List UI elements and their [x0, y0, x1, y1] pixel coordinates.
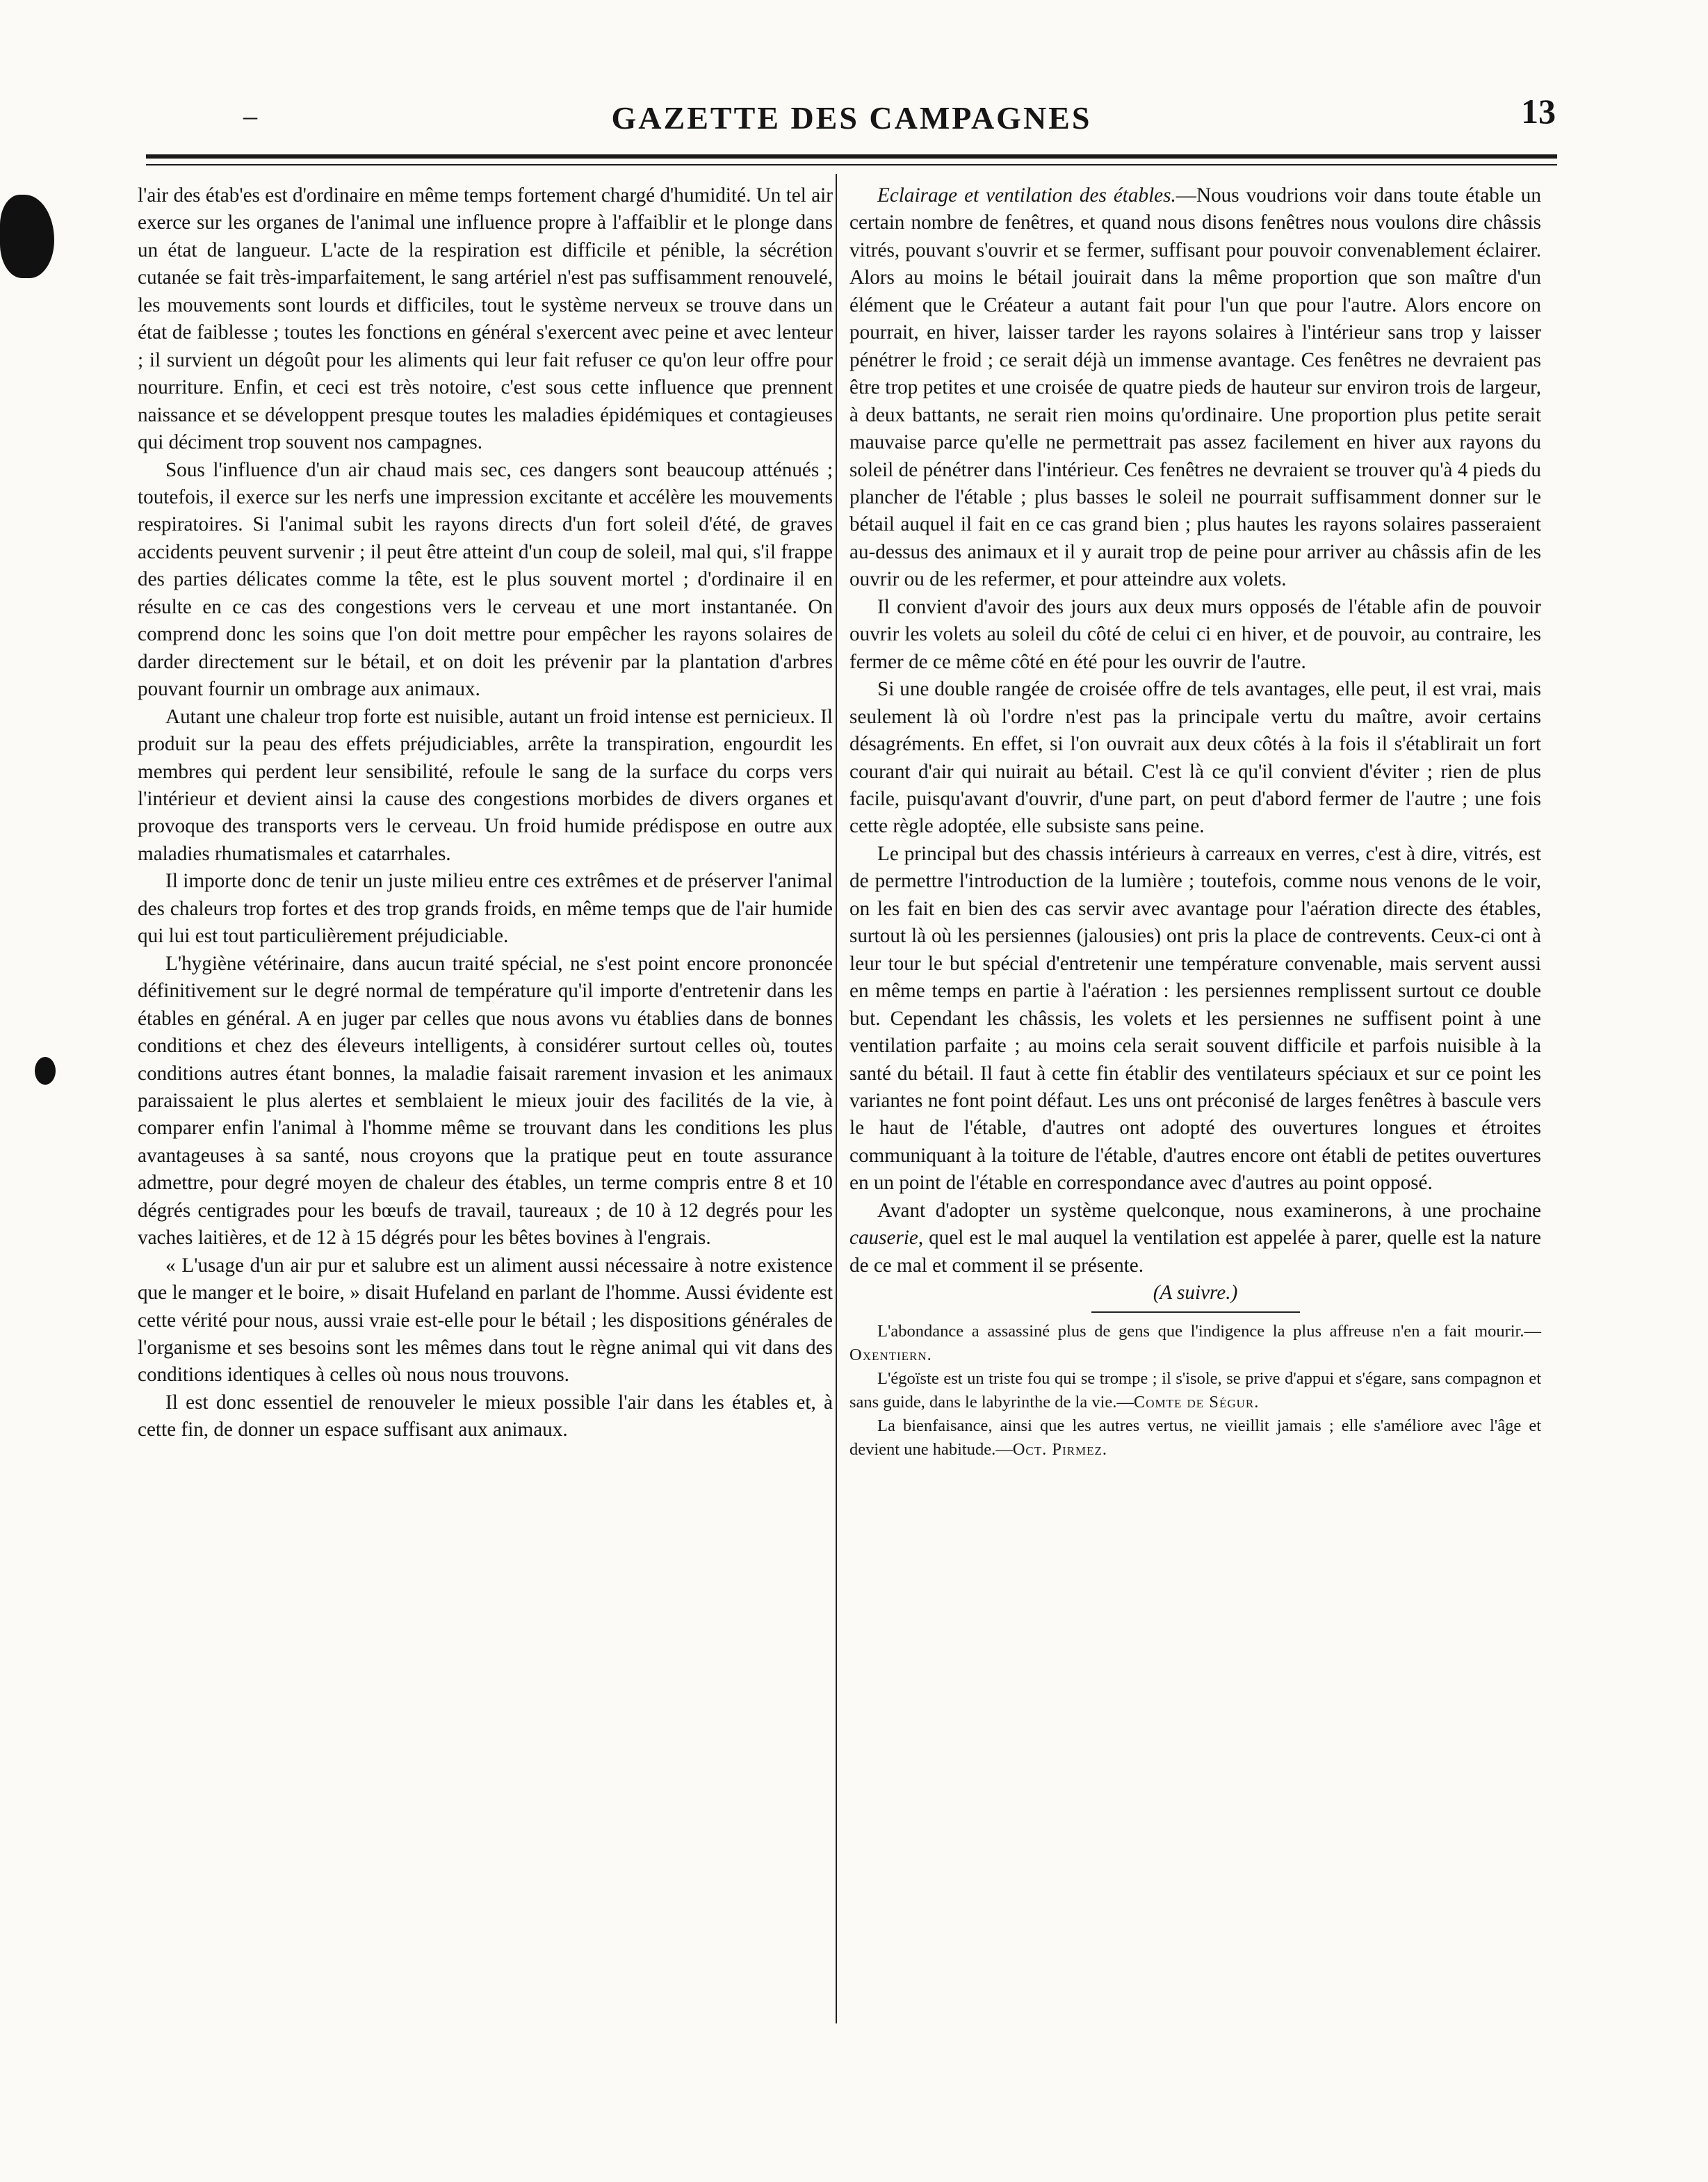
page-number: 13 [1521, 92, 1556, 131]
header-rule-thin [146, 164, 1557, 165]
closing-paragraph [849, 1197, 1541, 1279]
section-intro-paragraph [849, 182, 1541, 594]
section-title: Eclairage et ventilation des étables. [877, 184, 1176, 207]
section-intro-text: —Nous voudrions voir dans toute étable un certain nombre de fenêtres, et quand nous disons fenêtres nous voulons dire châssis vitrés, pouvant s'ouvrir et se fermer, suffisant pour pouvoir convenablement éclairer. Alors au moins le bétail jouirait dans la même proportion que son maître d'un élément que le Créateur a autant fait pour l'un que pour l'autre. Alors encore on pourrait, en hiver, laisser tarder les rayons solaires à l'intérieur sans trop y laisser pénétrer le froid ; ce serait déjà un immense avantage. Ces fenêtres ne devraient pas être trop petites et une croisée de quatre pieds de hauteur sur environ trois de largeur, à deux battants, ne serait rien moins qu'ordinaire. Une proportion plus petite serait mauvaise parce qu'elle ne permettrait pas assez facilement en hiver aux rayons du soleil de pénétrer dans l'intérieur. Ces fenêtres ne devraient se trouver qu'à 4 pieds du plancher de l'étable ; plus basses le soleil ne pourrait suffisamment donner sur le bétail auquel il fait en ce cas grand bien ; plus hautes les rayons solaires passeraient au-dessus des animaux et il y aurait trop de peine pour arriver au châssis afin de les ouvrir ou de les refermer, et pour atteindre aux volets. [849, 184, 1541, 591]
column-divider [836, 174, 837, 2023]
closing-text-end: , quel est le mal auquel la ventilation est appelée à parer, quelle est la nature de ce mal et comment il se présente. [849, 1227, 1541, 1277]
maxim-author: Comte de Ségur. [1133, 1392, 1260, 1412]
maxim-text: L'égoïste est un triste fou qui se trompe ; il s'isole, se prive d'appui et s'égare, sans compagnon et sans guide, dans le labyrinthe de la vie.— [849, 1368, 1541, 1412]
maxim-author: Oxentiern. [849, 1345, 932, 1364]
article-paragraph: L'hygiène vétérinaire, dans aucun traité spécial, ne s'est point encore prononcée définitivement sur le degré normal de température qu'il importe d'entretenir dans les étables en général. A en juger par celles que nous avons vu établies dans de bonnes conditions et chez des éleveurs intelligents, à considérer surtout celles où, toutes conditions autres étant bonnes, la maladie faisait rarement invasion et les animaux paraissaient le plus alertes et semblaient le mieux jouir des facilités de la vie, à comparer enfin l'animal à l'homme même se trouvant dans les conditions les plus avantageuses à sa santé, nous croyons que la pratique peut en toute assurance admettre, pour degré moyen de chaleur des étables, un terme compris entre 8 et 10 dégrés centigrades pour les bœufs de travail, taureaux ; de 10 à 12 degrés pour les vaches laitières, et de 12 à 15 dégrés pour les bêtes bovines à l'engrais. [138, 952, 833, 1250]
article-paragraph: Si une double rangée de croisée offre de tels avantages, elle peut, il est vrai, mais seulement là où l'ordre n'est pas la principale vertu du maître, avoir certains désagréments. En effet, si l'on ouvrait aux deux côtés à la fois il s'établirait un fort courant d'air qui nuirait au bétail. C'est là ce qu'il convient d'éviter ; rien de plus facile, puisqu'avant d'ouvrir, d'une part, on peut d'abord fermer de l'autre ; une fois cette règle adoptée, elle subsiste sans peine. [849, 678, 1541, 838]
maxim-text: L'abondance a assassiné plus de gens que l'indigence la plus affreuse n'en a fait mourir.— [877, 1321, 1541, 1341]
left-column [138, 182, 833, 1444]
closing-text-start: Avant d'adopter un système quelconque, nous examinerons, à une prochaine [877, 1199, 1541, 1222]
header-rule-thick [146, 154, 1557, 159]
header-dash: – [243, 100, 257, 131]
maxims-separator [1091, 1311, 1300, 1313]
masthead-title: GAZETTE DES CAMPAGNES [611, 100, 1092, 136]
page-header [146, 73, 1557, 143]
closing-italic-word: causerie [849, 1227, 918, 1250]
ink-blot [35, 1057, 56, 1085]
maxim [849, 1414, 1541, 1462]
article-paragraph: « L'usage d'un air pur et salubre est un aliment aussi nécessaire à notre existence que le manger et le boire, » disait Hufeland en parlant de l'homme. Aussi évidente est cette vérité pour nous, aussi vraie est-elle pour le bétail ; les dispositions générales de l'organisme et ses besoins sont les mêmes dans tout le règne animal qui vit dans des conditions identiques à celles où nous nous trouvons. [138, 1254, 833, 1387]
article-paragraph: l'air des étab'es est d'ordinaire en même temps fortement chargé d'humidité. Un tel air exerce sur les organes de l'animal une influence propre à l'affaiblir et le plonge dans un état de langueur. L'acte de la respiration est difficile et pénible, la sécrétion cutanée se fait très-imparfaitement, le sang artériel n'est pas suffisamment renouvelé, les mouvements sont lourds et difficiles, tout le système nerveux se trouve dans un état de faiblesse ; toutes les fonctions en général s'exercent avec peine et avec lenteur ; il survient un dégoût pour les aliments qui leur fait refuser ce qu'on leur offre pour nourriture. Enfin, et ceci est très notoire, c'est sous cette influence que prennent naissance et se développent presque toutes les maladies épidémiques et contagieuses qui déciment trop souvent nos campagnes. [138, 184, 833, 454]
article-paragraph: Il convient d'avoir des jours aux deux murs opposés de l'étable afin de pouvoir ouvrir les volets au soleil du côté de celui ci en hiver, et de pouvoir, au contraire, les fermer de ce même côté en été pour les ouvrir de l'autre. [849, 595, 1541, 673]
maxim-text: La bienfaisance, ainsi que les autres vertus, ne vieillit jamais ; elle s'améliore avec l'âge et devient une habitude.— [849, 1416, 1541, 1459]
article-paragraph: Sous l'influence d'un air chaud mais sec, ces dangers sont beaucoup atténués ; toutefois, il exerce sur les nerfs une impression excitante et accélère les mouvements respiratoires. Si l'animal subit les rayons directs d'un fort soleil d'été, de graves accidents peuvent survenir ; il peut être atteint d'un coup de soleil, mal qui, s'il frappe des parties délicates comme la tête, est le plus souvent mortel ; d'ordinaire il en résulte en ce cas des congestions vers le cerveau et une mort instantanée. On comprend donc les soins que l'on doit mettre pour empêcher les rayons solaires de darder directement sur le bétail, et on doit les prévenir par la plantation d'arbres pouvant fournir un ombrage aux animaux. [138, 458, 833, 701]
maxim [849, 1320, 1541, 1367]
article-paragraph: Autant une chaleur trop forte est nuisible, autant un froid intense est pernicieux. Il produit sur la peau des effets préjudiciables, arrête la transpiration, engourdit les membres qui perdent leur sensibilité, refoule le sang de la surface du corps vers l'intérieur et devient ainsi la cause des congestions morbides de divers organes et provoque des transports vers le cerveau. Un froid humide prédispose en outre aux maladies rhumatismales et catarrhales. [138, 705, 833, 865]
maxim-author: Oct. Pirmez. [1012, 1439, 1108, 1459]
article-paragraph: Il est donc essentiel de renouveler le mieux possible l'air dans les étables et, à cette fin, de donner un espace suffisant aux animaux. [138, 1391, 833, 1441]
article-paragraph: Le principal but des chassis intérieurs à carreaux en verres, c'est à dire, vitrés, est de permettre l'introduction de la lumière ; toutefois, comme nous venons de le voir, on les fait en bien des cas servir avec avantage pour l'aération directe des étables, surtout là où les persiennes (jalousies) ont pris la place de contrevents. Ceux-ci ont à leur tour le but spécial d'entretenir une température convenable, mais servent aussi en même temps en partie à l'aération : les persiennes remplissent surtout ce double but. Cependant les châssis, les volets et les persiennes ne suffisent point à une ventilation parfaite ; au moins cela serait souvent difficile et parfois nuisible à la santé du bétail. Il faut à cette fin établir des ventilateurs spéciaux et sur ce point les variantes ne font point défaut. Les uns ont préconisé de larges fenêtres à bascule vers le haut de l'étable, d'autres ont adopté des ouvertures longues et étroites communiquant à la toiture de l'étable, d'autres encore ont établi de petites ouvertures en un point de l'étable en correspondance avec d'autres au point opposé. [849, 842, 1541, 1195]
maxim [849, 1367, 1541, 1414]
article-paragraph: Il importe donc de tenir un juste milieu entre ces extrêmes et de préserver l'animal des chaleurs trop fortes et des trop grands froids, en même temps que de l'air humide qui lui est tout particulièrement préjudiciable. [138, 870, 833, 948]
ink-blot [0, 195, 54, 278]
right-column [849, 182, 1541, 1462]
to-be-continued: (A suivre.) [1153, 1282, 1238, 1304]
